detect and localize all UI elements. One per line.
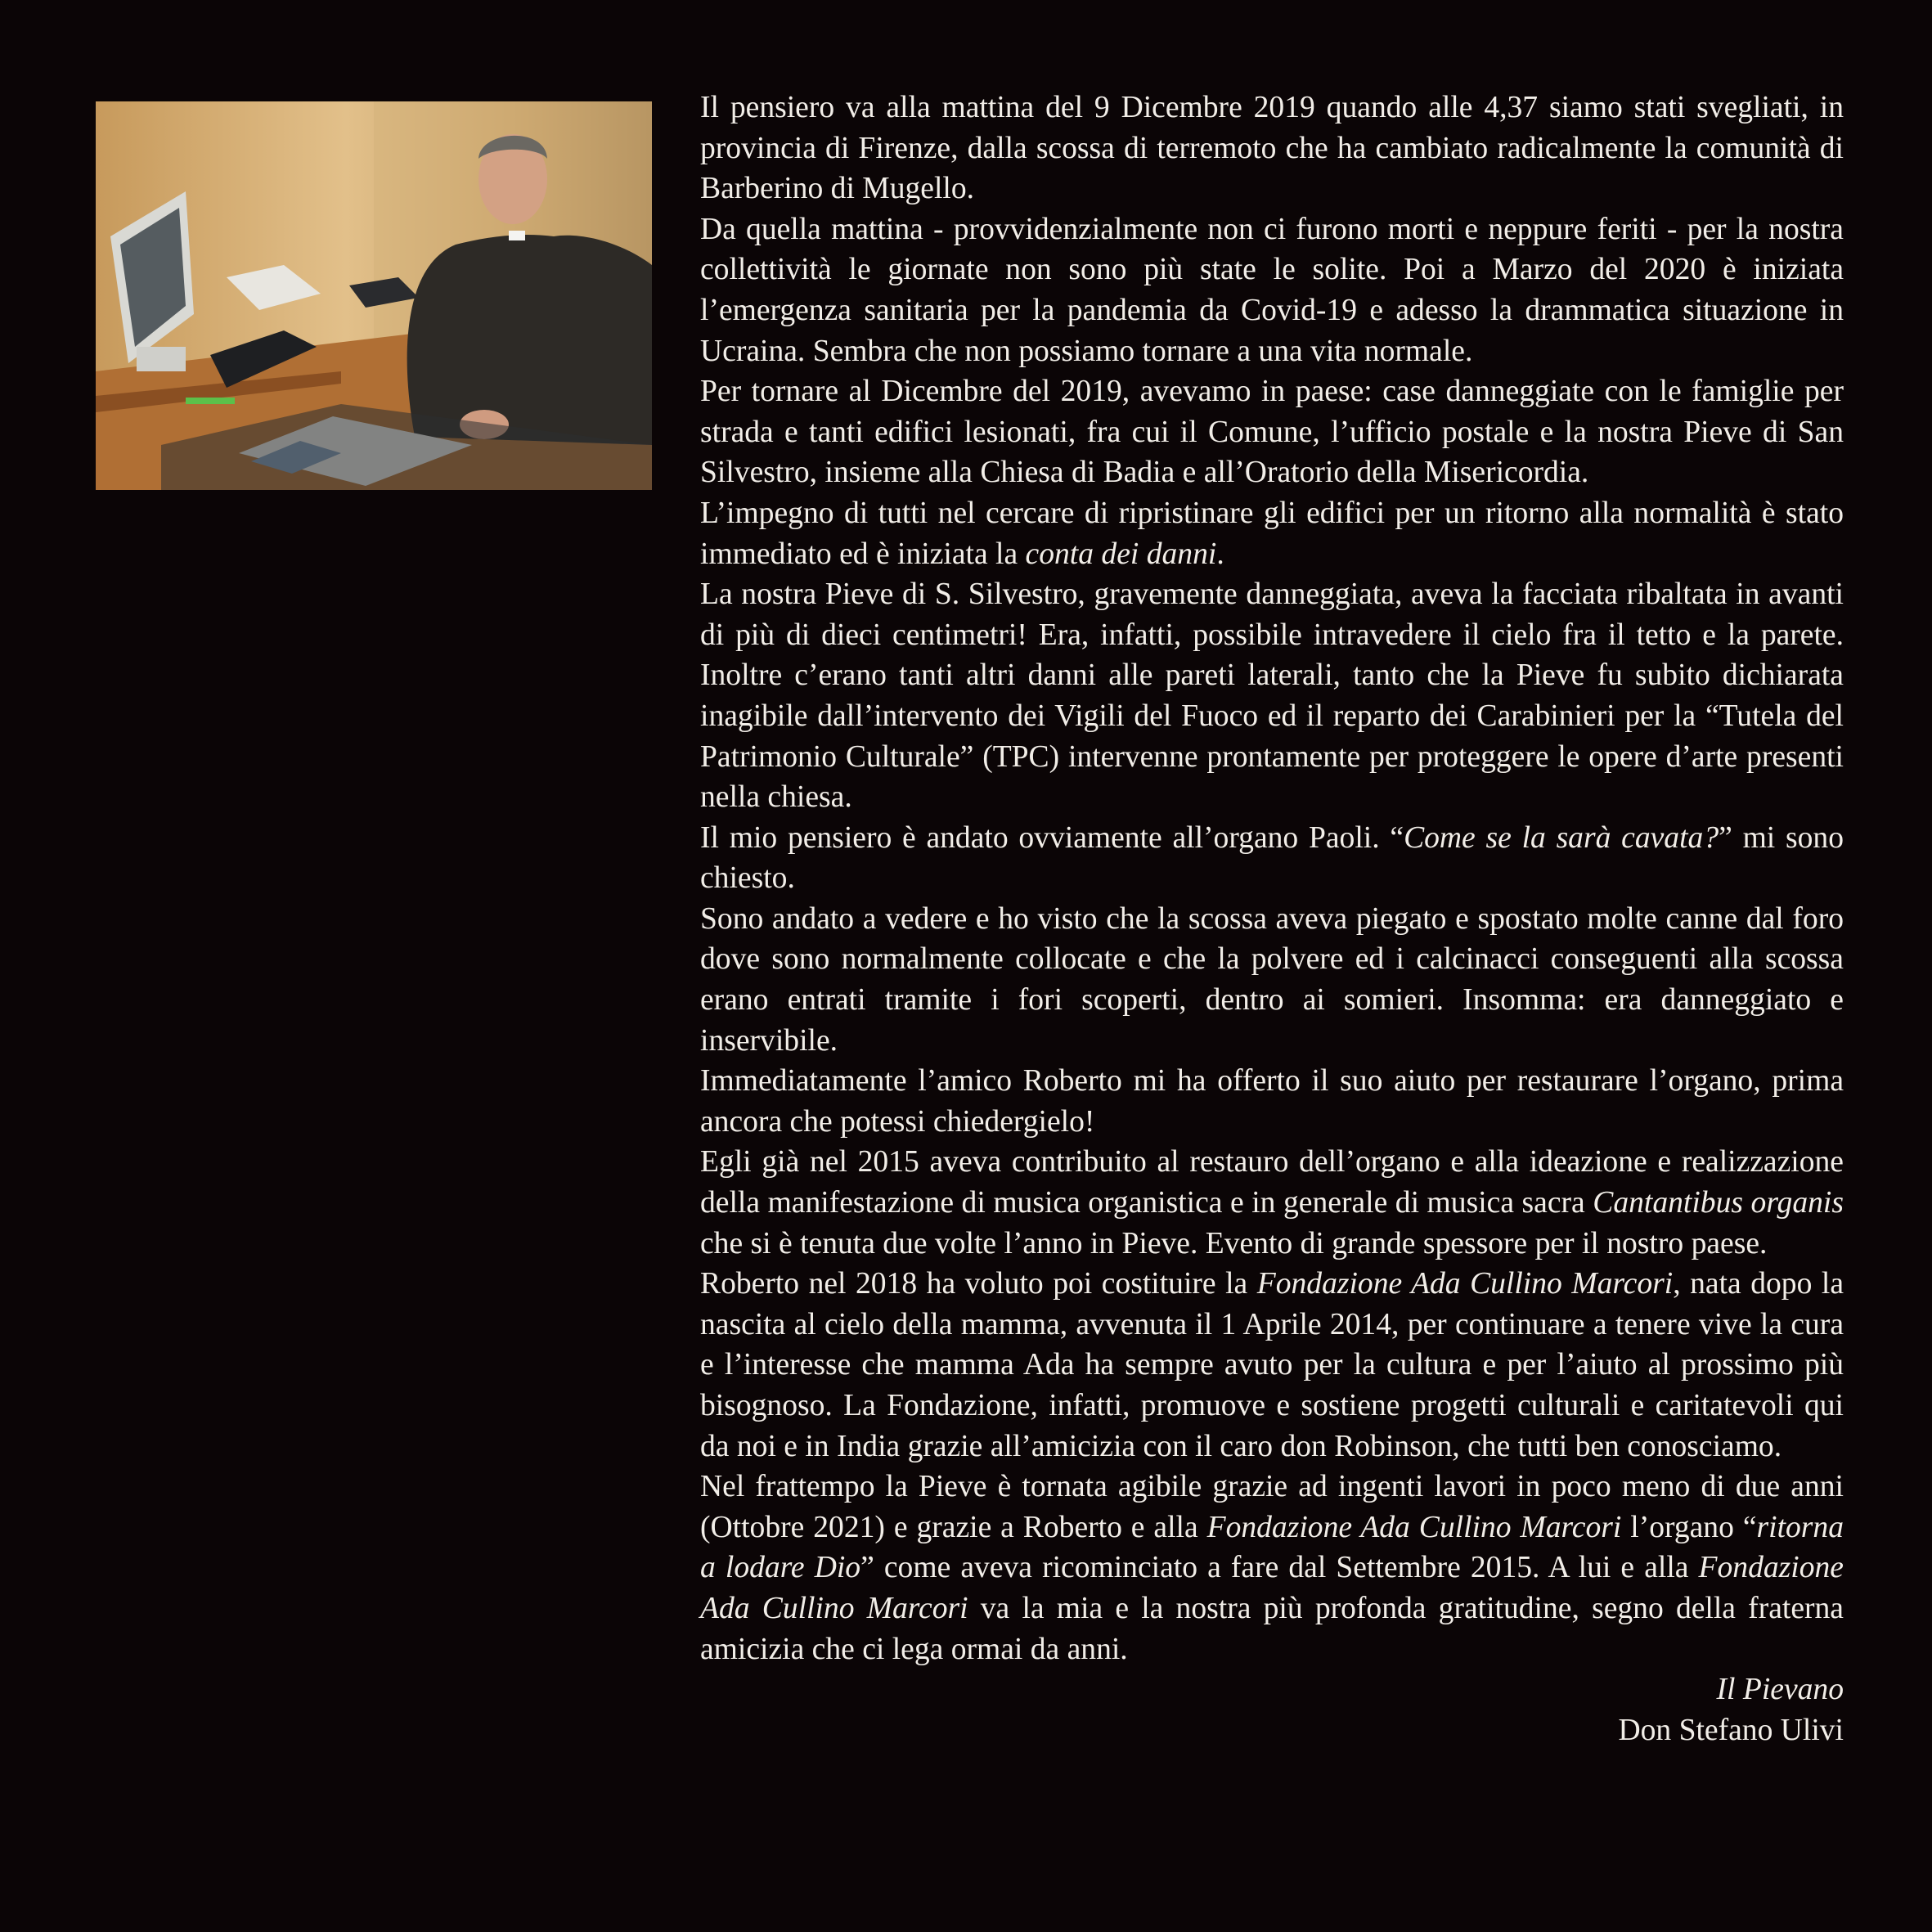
paragraph: [700, 209, 1844, 371]
text-run: ” mi sono chiesto.: [700, 820, 1844, 896]
italic-run: Fondazione Ada Cullino Marcori: [700, 1551, 1844, 1625]
text-run: Sono andato a vedere e ho visto che la scossa aveva piegato e spostato molte canne dal foro dove sono normalmente collocate e che la polvere ed i calcinacci conseguenti alla scossa erano entrati tramite i fori scoperti, dentro ai somieri. Insomma: era danneggiato e inservibile.: [700, 901, 1844, 1058]
paragraph: [700, 371, 1844, 493]
italic-run: Fondazione Ada Cullino Marcori: [1206, 1510, 1622, 1544]
paragraph: [700, 493, 1844, 574]
paragraph: [700, 1061, 1844, 1142]
text-run: Il mio pensiero è andato ovviamente all’organo Paoli. “: [700, 820, 1404, 855]
italic-run: ritorna a lodare Dio: [700, 1510, 1844, 1585]
portrait-photo: [96, 101, 652, 490]
paragraph: [700, 1264, 1844, 1467]
text-run: , nata dopo la nascita al cielo della mamma, avvenuta il 1 Aprile 2014, per continuare a tenere vive la cura e l’interesse che mamma Ada ha sempre avuto per la cultura e per l’aiuto al prossimo più bisognoso. La Fondazione, infatti, promuove e sostiene progetti culturali e caritatevoli qui da noi e in India grazie all’amicizia con il caro don Robinson, che tutti ben conosciamo.: [700, 1267, 1844, 1463]
italic-run: Come se la sarà cavata?: [1404, 820, 1719, 855]
text-run: Da quella mattina - provvidenzialmente non ci furono morti e neppure feriti - per la nostra collettività le giornate non sono più state le solite. Poi a Marzo del 2020 è iniziata l’emergenza sanitaria per la pandemia da Covid-19 e adesso la drammatica situazione in Ucraina. Sembra che non possiamo tornare a una vita normale.: [700, 212, 1844, 368]
portrait-photo-illustration: [96, 101, 652, 490]
text-run: La nostra Pieve di S. Silvestro, gravemente danneggiata, aveva la facciata ribaltata in avanti di più di dieci centimetri! Era, infatti, possibile intravedere il cielo fra il tetto e la parete. Inoltre c’erano tanti altri danni alle pareti laterali, tanto che la Pieve fu subito dichiarata inagibile dall’intervento dei Vigili del Fuoco ed il reparto dei Carabinieri per la “Tutela del Patrimonio Culturale” (TPC) intervenne prontamente per proteggere le opere d’arte presenti nella chiesa.: [700, 577, 1844, 815]
italic-run: Cantantibus organis: [1593, 1186, 1844, 1220]
text-run: Per tornare al Dicembre del 2019, avevamo in paese: case danneggiate con le famiglie per strada e tanti edifici lesionati, fra cui il Comune, l’ufficio postale e la nostra Pieve di San Silvestro, insieme alla Chiesa di Badia e all’Oratorio della Misericordia.: [700, 375, 1844, 490]
signature-role: Il Pievano: [1716, 1673, 1844, 1707]
letter-body: [700, 88, 1844, 1750]
paragraph: [700, 574, 1844, 818]
paragraph: [700, 899, 1844, 1061]
text-run: Egli già nel 2015 aveva contribuito al restauro dell’organo e alla ideazione e realizzazione della manifestazione di musica organistica e in generale di musica sacra: [700, 1145, 1844, 1220]
italic-run: Fondazione Ada Cullino Marcori: [1256, 1267, 1674, 1301]
text-run: Roberto nel 2018 ha voluto poi costituire la: [700, 1267, 1257, 1301]
paragraph: [700, 88, 1844, 209]
text-run: ” come aveva ricominciato a fare dal Settembre 2015. A lui e alla: [860, 1551, 1699, 1585]
italic-run: conta dei danni: [1025, 537, 1217, 571]
signature-block: [700, 1669, 1844, 1750]
paragraph-list: [700, 88, 1844, 1669]
paragraph: [700, 818, 1844, 899]
text-run: l’organo “: [1621, 1510, 1757, 1544]
text-run: L’impegno di tutti nel cercare di ripristinare gli edifici per un ritorno alla normalità è stato immediato ed è iniziata la: [700, 496, 1844, 571]
text-run: che si è tenuta due volte l’anno in Pieve. Evento di grande spessore per il nostro paese.: [700, 1226, 1768, 1260]
text-run: Immediatamente l’amico Roberto mi ha offerto il suo aiuto per restaurare l’organo, prima ancora che potessi chiedergielo!: [700, 1064, 1844, 1139]
signature-name: Don Stefano Ulivi: [1618, 1713, 1844, 1747]
paragraph: [700, 1467, 1844, 1669]
text-run: .: [1216, 537, 1224, 571]
text-run: va la mia e la nostra più profonda gratitudine, segno della fraterna amicizia che ci lega ormai da anni.: [700, 1591, 1844, 1666]
paragraph: [700, 1142, 1844, 1264]
text-run: Il pensiero va alla mattina del 9 Dicembre 2019 quando alle 4,37 siamo stati svegliati, in provincia di Firenze, dalla scossa di terremoto che ha cambiato radicalmente la comunità di Barberino di Mugello.: [700, 91, 1844, 206]
text-run: Nel frattempo la Pieve è tornata agibile grazie ad ingenti lavori in poco meno di due anni (Ottobre 2021) e grazie a Roberto e alla: [700, 1470, 1844, 1544]
